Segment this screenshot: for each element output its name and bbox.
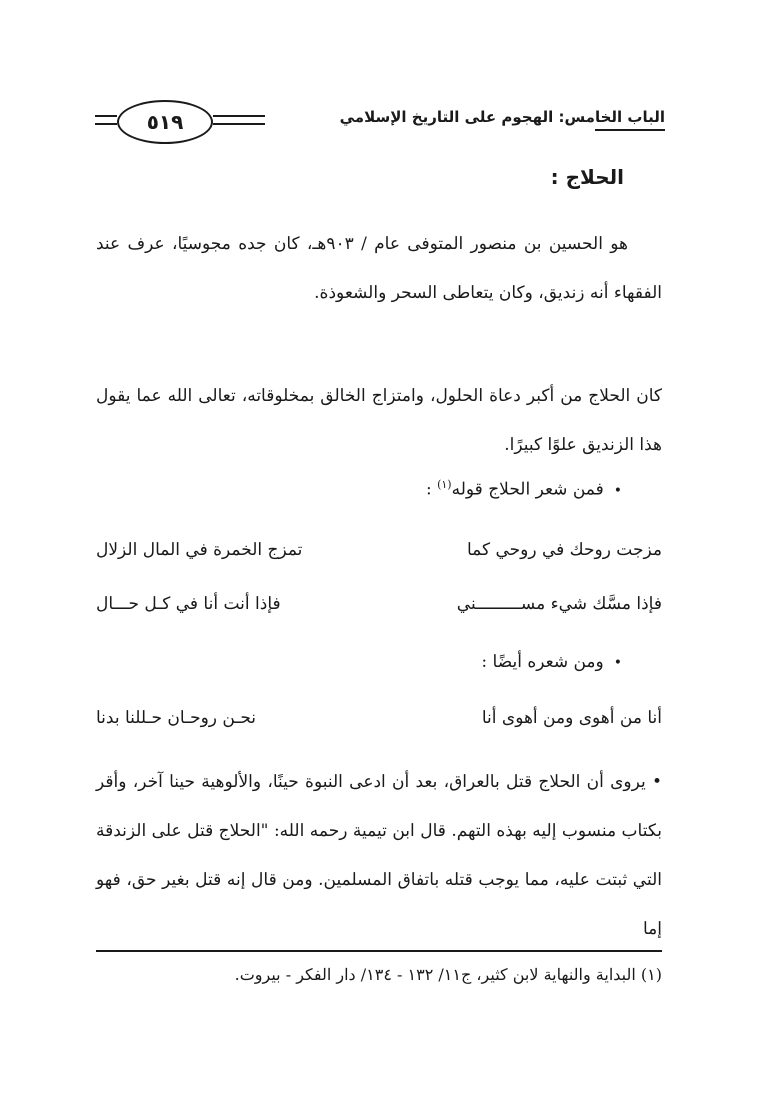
- page-number-text: ٥١٩: [146, 110, 184, 134]
- paragraph-1: هو الحسين بن منصور المتوفى عام / ٩٠٣هـ، كان جده مجوسيًا، عرف عند الفقهاء أنه زنديق، وكان يتعاطى السحر والشعوذة.: [96, 234, 662, 303]
- verse-line-3: [96, 708, 662, 748]
- verse-line-1: [96, 540, 662, 580]
- verse-first-hemistich: مزجت روحك في روحي كما: [466, 540, 662, 560]
- header-rule: [595, 129, 665, 131]
- bullet-dot: •: [613, 482, 622, 499]
- bullet-2: [481, 652, 622, 672]
- verse-second-hemistich: فإذا أنت أنا في كـل حـــال: [96, 594, 281, 614]
- bullet-2-text: ومن شعره أيضًا :: [481, 652, 604, 672]
- bullet-1: [426, 478, 622, 500]
- bullet-1-text: فمن شعر الحلاج قوله: [451, 479, 604, 500]
- footnote-ref: (١): [437, 478, 452, 491]
- oval-right-rule-bottom: [213, 123, 265, 125]
- footnote-separator: [96, 950, 662, 952]
- verse-first-hemistich: فإذا مسَّك شيء مســـــــــني: [456, 594, 662, 614]
- paragraph-3: • يروى أن الحلاج قتل بالعراق، بعد أن ادعى النبوة حينًا، والألوهية حينا آخر، وأقر بكتاب منسوب إليه بهذه التهم. قال ابن تيمية رحمه الله: "الحلاج قتل على الزندقة التي ثبتت عليه، مما يوجب قتله باتفاق المسلمين. ومن قال إنه قتل بغير حق، فهو إما: [96, 772, 662, 939]
- running-header: [95, 98, 665, 150]
- page-number: [117, 100, 213, 144]
- oval-left-rule-bottom: [95, 123, 117, 125]
- paragraph-2: كان الحلاج من أكبر دعاة الحلول، وامتزاج الخالق بمخلوقاته، تعالى الله عما يقول هذا الزنديق علوًا كبيرًا.: [96, 386, 662, 455]
- verse-second-hemistich: نحـن روحـان حـللنا بدنا: [96, 708, 257, 728]
- oval-right-rule-top: [213, 115, 265, 117]
- header-title: الباب الخامس: الهجوم على التاريخ الإسلامي: [339, 108, 665, 126]
- bullet-1-suffix: :: [425, 479, 438, 500]
- verse-first-hemistich: أنا من أهوى ومن أهوى أنا: [481, 708, 662, 728]
- verse-line-2: [96, 594, 662, 634]
- verse-second-hemistich: تمزج الخمرة في المال الزلال: [96, 540, 303, 560]
- oval-left-rule-top: [95, 115, 117, 117]
- footnote: (١) البداية والنهاية لابن كثير، ج١١/ ١٣٢ - ١٣٤/ دار الفكر - بيروت.: [234, 965, 662, 984]
- bullet-dot: •: [613, 655, 622, 671]
- section-title: الحلاج :: [550, 165, 624, 189]
